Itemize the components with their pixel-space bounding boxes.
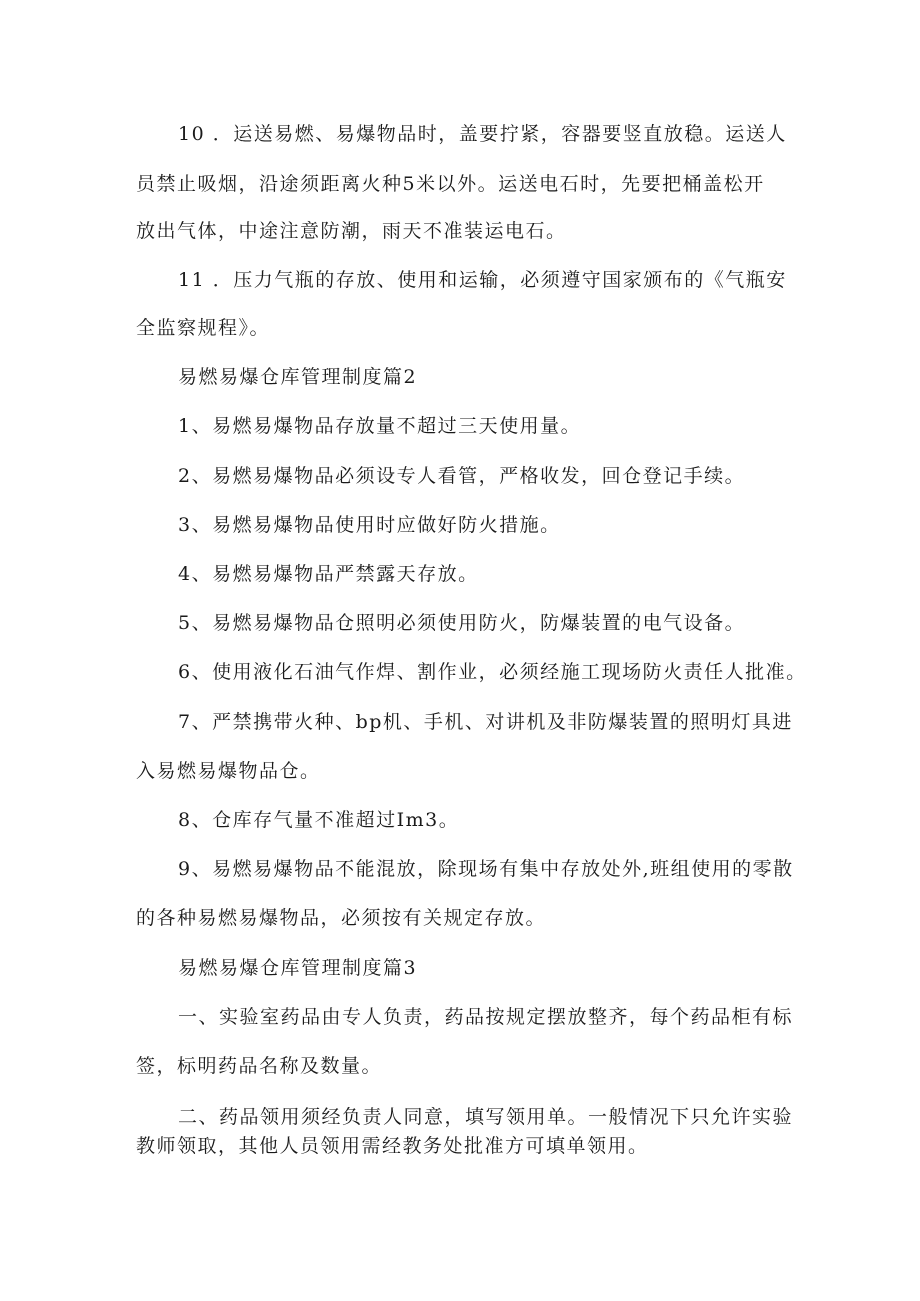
item-5: 5、易燃易爆物品仓照明必须使用防火，防爆装置的电气设备。: [178, 612, 746, 634]
rule-2-line-1: 二、药品领用须经负责人同意，填写领用单。一般情况下只允许实验: [178, 1106, 794, 1128]
item-4: 4、易燃易爆物品严禁露天存放。: [178, 563, 479, 585]
para-11-line-2: 全监察规程》。: [136, 317, 271, 339]
item-7-line-1: 7、严禁携带火种、bp机、手机、对讲机及非防爆装置的照明灯具进: [178, 711, 793, 733]
item-9-line-1: 9、易燃易爆物品不能混放，除现场有集中存放处外,班组使用的零散: [178, 858, 794, 880]
rule-1-line-2: 签，标明药品名称及数量。: [136, 1055, 383, 1077]
section-heading-2: 易燃易爆仓库管理制度篇2: [178, 366, 418, 388]
item-8: 8、仓库存气量不准超过Im3。: [178, 809, 460, 831]
item-6: 6、使用液化石油气作焊、割作业，必须经施工现场防火责任人批准。: [178, 661, 807, 683]
item-9-line-2: 的各种易燃易爆物品，必须按有关规定存放。: [136, 907, 547, 929]
rule-2-line-2: 教师领取，其他人员领用需经教务处批准方可填单领用。: [136, 1135, 649, 1157]
section-heading-3: 易燃易爆仓库管理制度篇3: [178, 957, 418, 979]
rule-1-line-1: 一、实验室药品由专人负责，药品按规定摆放整齐，每个药品柜有标: [178, 1006, 794, 1028]
para-10-line-3: 放出气体，中途注意防潮，雨天不准装运电石。: [136, 220, 567, 242]
item-3: 3、易燃易爆物品使用时应做好防火措施。: [178, 514, 561, 536]
item-7-line-2: 入易燃易爆物品仓。: [136, 760, 321, 782]
item-2: 2、易燃易爆物品必须设专人看管，严格收发，回仓登记手续。: [178, 465, 746, 487]
item-1: 1、易燃易爆物品存放量不超过三天使用量。: [178, 415, 582, 437]
para-11-line-1: 11 ．压力气瓶的存放、使用和运输，必须遵守国家颁布的《气瓶安: [178, 269, 787, 291]
para-10-line-2: 员禁止吸烟，沿途须距离火种5米以外。运送电石时，先要把桶盖松开: [136, 173, 765, 195]
para-10-line-1: 10 ．运送易燃、易爆物品时，盖要拧紧，容器要竖直放稳。运送人: [178, 123, 787, 145]
